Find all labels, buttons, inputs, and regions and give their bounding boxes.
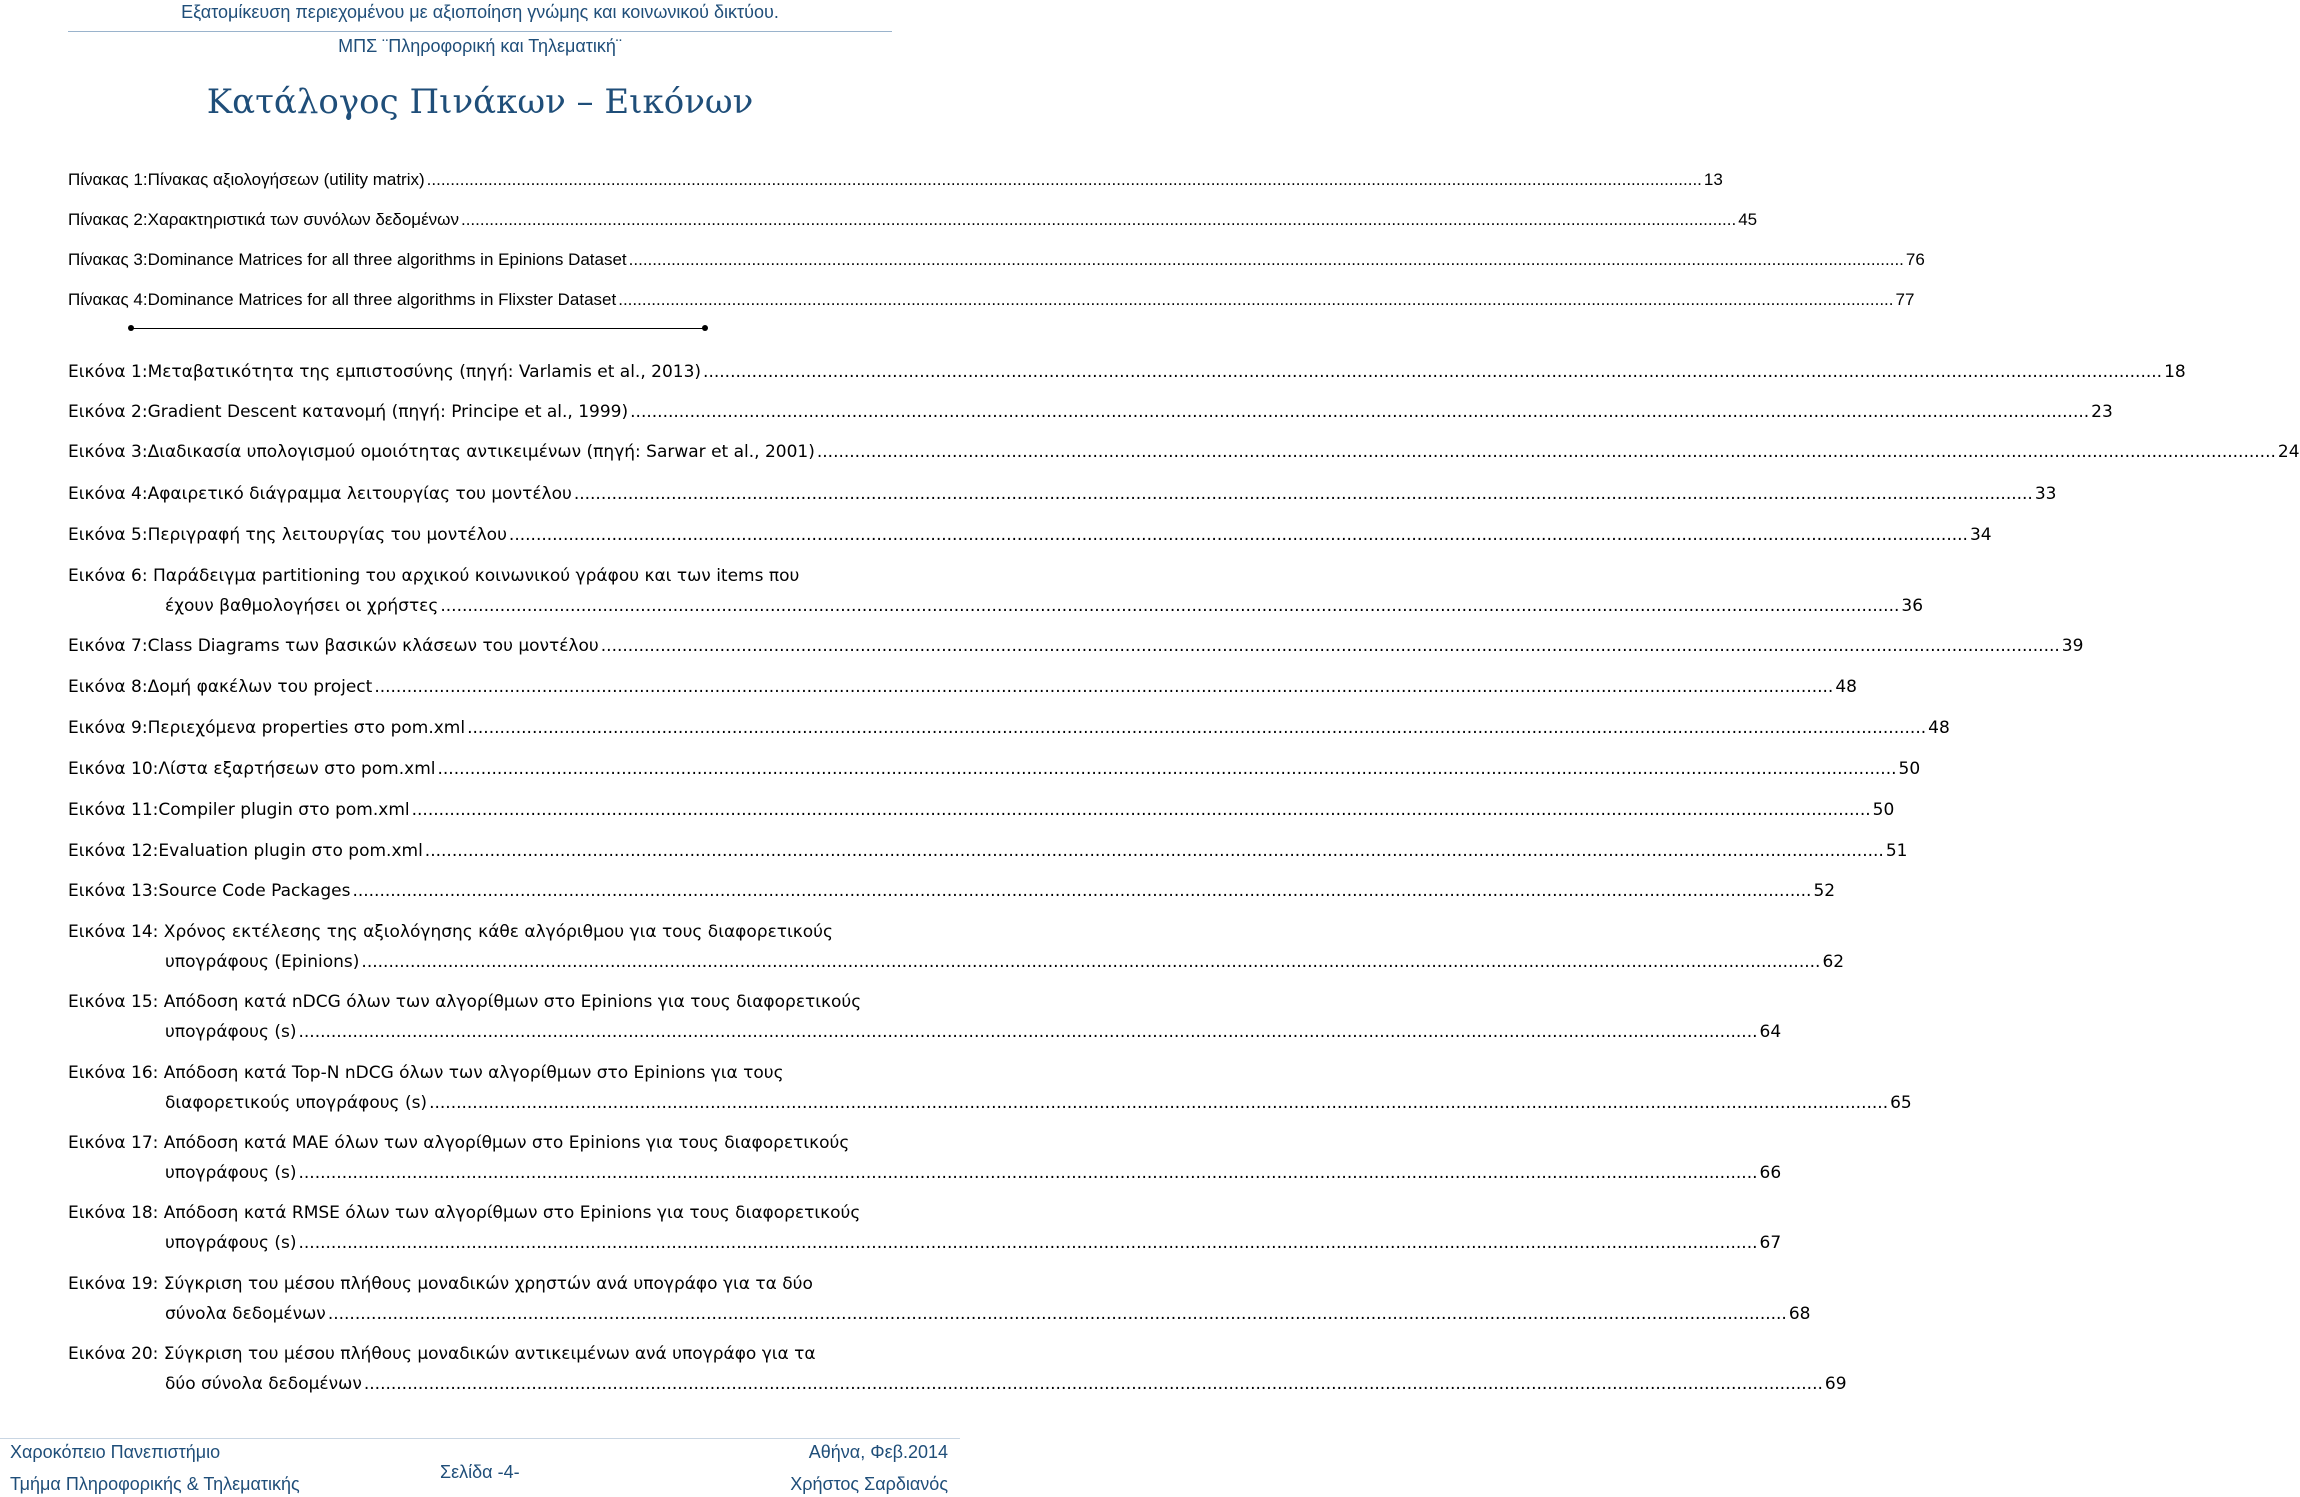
entry-page: 48	[1928, 718, 1950, 738]
dot-leader	[574, 479, 2033, 509]
toc-entry-figure[interactable]	[68, 672, 1857, 702]
entry-prefix: Εικόνα 8:	[68, 677, 148, 697]
entry-prefix: Εικόνα 5:	[68, 525, 148, 545]
footer-university: Χαροκόπειο Πανεπιστήμιο	[10, 1442, 221, 1462]
entry-page: 50	[1898, 759, 1921, 779]
dot-leader	[412, 795, 1871, 825]
entry-page: 34	[1969, 525, 1992, 545]
entry-title: Λίστα εξαρτήσεων στο pom.xml	[158, 759, 436, 779]
running-header-title: Εξατομίκευση περιεχομένου με αξιοποίηση γνώμης και κοινωνικού δικτύου.	[181, 2, 779, 22]
entry-title: Χρόνος εκτέλεσης της αξιολόγησης κάθε αλγόριθμου για τους διαφορετικούς	[163, 922, 833, 942]
entry-page: 36	[1901, 596, 1924, 616]
footer-rule	[0, 1438, 960, 1439]
toc-entry-figure[interactable]	[68, 795, 1895, 825]
dot-leader	[618, 285, 1893, 315]
footer-date: Αθήνα, Φεβ.2014	[808, 1442, 948, 1462]
dot-leader	[374, 672, 1833, 702]
separator-end-dot	[702, 325, 708, 331]
toc-entry-figure[interactable]	[68, 1058, 1912, 1120]
toc-entry-figure[interactable]	[68, 1128, 1782, 1190]
entry-title: Σύγκριση του μέσου πλήθους μοναδικών χρηστών ανά υπογράφο για τα δύο	[163, 1274, 813, 1294]
toc-entry-figure[interactable]	[68, 1198, 1782, 1260]
separator-start-dot	[128, 325, 134, 331]
entry-page: 13	[1703, 170, 1723, 189]
entry-title-continued: υπογράφους (Epinions)	[165, 952, 360, 972]
entry-title: Απόδοση κατά nDCG όλων των αλγορίθμων στο Epinions για τους διαφορετικούς	[163, 992, 862, 1012]
toc-entry-figure[interactable]	[68, 987, 1782, 1049]
entry-title-continued: έχουν βαθμολογήσει οι χρήστες	[165, 596, 439, 616]
entry-title: Απόδοση κατά RMSE όλων των αλγορίθμων στο Epinions για τους διαφορετικούς	[163, 1203, 861, 1223]
entry-title: Dominance Matrices for all three algorithms in Epinions Dataset	[147, 250, 627, 269]
entry-prefix: Εικόνα 11:	[68, 800, 159, 820]
entry-page: 64	[1759, 1022, 1782, 1042]
entry-prefix: Εικόνα 10:	[68, 759, 159, 779]
entry-title: Απόδοση κατά Top-N nDCG όλων των αλγορίθμων στο Epinions για τους	[163, 1063, 784, 1083]
entry-prefix: Εικόνα 13:	[68, 881, 159, 901]
footer-page-number: Σελίδα -4-	[440, 1462, 520, 1482]
entry-page: 76	[1905, 250, 1925, 269]
dot-leader	[817, 437, 2276, 467]
toc-entry-figure[interactable]	[68, 357, 2186, 387]
entry-prefix: Εικόνα 16:	[68, 1063, 164, 1083]
entry-page: 48	[1835, 677, 1857, 697]
dot-leader	[298, 1017, 1757, 1047]
entry-page: 23	[2091, 402, 2113, 422]
entry-title: Source Code Packages	[158, 881, 351, 901]
entry-prefix: Εικόνα 14:	[68, 922, 164, 942]
entry-title: Evaluation plugin στο pom.xml	[158, 841, 423, 861]
toc-entry-figure[interactable]	[68, 754, 1921, 784]
entry-page: 67	[1759, 1233, 1782, 1253]
dot-leader	[703, 357, 2162, 387]
dot-leader	[328, 1299, 1787, 1329]
entry-title-continued: υπογράφους (s)	[165, 1233, 297, 1253]
entry-page: 51	[1885, 841, 1908, 861]
dot-leader	[629, 245, 1904, 275]
entry-page: 45	[1738, 210, 1758, 229]
entry-title: Dominance Matrices for all three algorithms in Flixster Dataset	[147, 290, 617, 309]
entry-title-continued: διαφορετικούς υπογράφους (s)	[165, 1093, 428, 1113]
dot-leader	[437, 754, 1896, 784]
entry-title: Compiler plugin στο pom.xml	[158, 800, 410, 820]
entry-page: 24	[2277, 442, 2300, 462]
entry-page: 52	[1813, 881, 1836, 901]
dot-leader	[361, 947, 1820, 977]
section-separator	[131, 328, 705, 329]
entry-prefix: Εικόνα 12:	[68, 841, 159, 861]
entry-title: Δομή φακέλων του project	[147, 677, 373, 697]
toc-entry-figure[interactable]	[68, 437, 2300, 467]
toc-entry-figure[interactable]	[68, 479, 2057, 509]
running-header-program: ΜΠΣ ¨Πληροφορική και Τηλεματική¨	[338, 36, 622, 56]
entry-page: 50	[1872, 800, 1895, 820]
entry-page: 65	[1890, 1093, 1912, 1113]
dot-leader	[298, 1228, 1757, 1258]
toc-entry-figure[interactable]	[68, 876, 1836, 906]
page-title: Κατάλογος Πινάκων – Εικόνων	[206, 82, 754, 122]
entry-title: Απόδοση κατά MAE όλων των αλγορίθμων στο Epinions για τους διαφορετικούς	[163, 1133, 850, 1153]
toc-entry-figure[interactable]	[68, 397, 2113, 427]
entry-title: Gradient Descent κατανομή (πηγή: Principe et al., 1999)	[147, 402, 629, 422]
entry-page: 66	[1759, 1163, 1782, 1183]
toc-entry-table[interactable]	[68, 285, 1915, 315]
entry-title: Πίνακας αξιολογήσεων (utility matrix)	[147, 170, 425, 189]
entry-title-continued: σύνολα δεδομένων	[165, 1304, 326, 1324]
entry-title: Class Diagrams των βασικών κλάσεων του μοντέλου	[147, 636, 599, 656]
entry-prefix: Εικόνα 20:	[68, 1344, 164, 1364]
entry-title: Αφαιρετικό διάγραμμα λειτουργίας του μοντέλου	[147, 484, 572, 504]
entry-page: 77	[1895, 290, 1915, 309]
toc-entry-figure[interactable]	[68, 836, 1908, 866]
entry-title: Περιγραφή της λειτουργίας του μοντέλου	[147, 525, 507, 545]
entry-prefix: Εικόνα 2:	[68, 402, 148, 422]
dot-leader	[427, 165, 1702, 195]
entry-title: Χαρακτηριστικά των συνόλων δεδομένων	[147, 210, 459, 229]
entry-prefix: Εικόνα 15:	[68, 992, 164, 1012]
dot-leader	[630, 397, 2089, 427]
dot-leader	[352, 876, 1811, 906]
entry-prefix: Πίνακας 1:	[68, 170, 148, 189]
dot-leader	[467, 713, 1926, 743]
toc-entry-table[interactable]	[68, 205, 1758, 235]
entry-prefix: Εικόνα 3:	[68, 442, 148, 462]
footer-author: Χρήστος Σαρδιανός	[790, 1474, 948, 1494]
toc-entry-figure[interactable]	[68, 713, 1950, 743]
footer-department: Τμήμα Πληροφορικής & Τηλεματικής	[10, 1474, 300, 1494]
toc-entry-figure[interactable]	[68, 520, 1992, 550]
entry-prefix: Εικόνα 7:	[68, 636, 148, 656]
entry-prefix: Πίνακας 2:	[68, 210, 148, 229]
entry-title: Περιεχόμενα properties στο pom.xml	[147, 718, 466, 738]
entry-prefix: Πίνακας 3:	[68, 250, 148, 269]
entry-title: Σύγκριση του μέσου πλήθους μοναδικών αντικειμένων ανά υπογράφο για τα	[163, 1344, 816, 1364]
entry-page: 33	[2034, 484, 2057, 504]
entry-prefix: Πίνακας 4:	[68, 290, 148, 309]
toc-entry-table[interactable]	[68, 165, 1723, 195]
entry-prefix: Εικόνα 4:	[68, 484, 148, 504]
dot-leader	[364, 1369, 1823, 1399]
entry-title: Παράδειγμα partitioning του αρχικού κοινωνικού γράφου και των items που	[152, 566, 800, 586]
entry-prefix: Εικόνα 6:	[68, 566, 153, 586]
entry-title-continued: δύο σύνολα δεδομένων	[165, 1374, 362, 1394]
entry-page: 68	[1788, 1304, 1811, 1324]
entry-title: Διαδικασία υπολογισμού ομοιότητας αντικειμένων (πηγή: Sarwar et al., 2001)	[147, 442, 815, 462]
entry-prefix: Εικόνα 17:	[68, 1133, 164, 1153]
dot-leader	[429, 1088, 1888, 1118]
entry-page: 39	[2061, 636, 2084, 656]
header-rule	[68, 31, 892, 32]
dot-leader	[461, 205, 1736, 235]
dot-leader	[440, 591, 1899, 621]
entry-page: 62	[1822, 952, 1845, 972]
entry-prefix: Εικόνα 1:	[68, 362, 148, 382]
toc-entry-figure[interactable]	[68, 1269, 1811, 1331]
entry-title-continued: υπογράφους (s)	[165, 1163, 297, 1183]
toc-entry-figure[interactable]	[68, 631, 2084, 661]
dot-leader	[601, 631, 2060, 661]
dot-leader	[509, 520, 1968, 550]
entry-prefix: Εικόνα 18:	[68, 1203, 164, 1223]
dot-leader	[425, 836, 1884, 866]
toc-entry-table[interactable]	[68, 245, 1925, 275]
entry-prefix: Εικόνα 19:	[68, 1274, 164, 1294]
entry-title: Μεταβατικότητα της εμπιστοσύνης (πηγή: Varlamis et al., 2013)	[147, 362, 702, 382]
entry-page: 18	[2164, 362, 2186, 382]
entry-prefix: Εικόνα 9:	[68, 718, 148, 738]
entry-page: 69	[1824, 1374, 1847, 1394]
entry-title-continued: υπογράφους (s)	[165, 1022, 297, 1042]
toc-entry-figure[interactable]	[68, 561, 1924, 623]
dot-leader	[298, 1158, 1757, 1188]
toc-entry-figure[interactable]	[68, 1339, 1847, 1401]
toc-entry-figure[interactable]	[68, 917, 1845, 979]
